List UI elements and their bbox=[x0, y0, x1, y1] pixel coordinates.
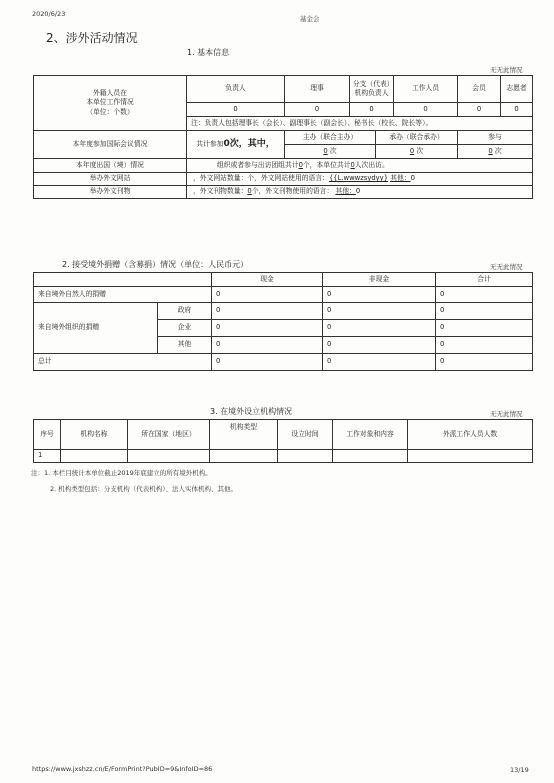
donation-row-total: 总计 bbox=[34, 354, 212, 371]
org-head-country: 所在国家（地区） bbox=[128, 420, 210, 450]
print-date: 2020/6/23 bbox=[32, 10, 66, 18]
website-info: ，外文网站数量：个，外文网站使用的语言：{{L.wwwzsydyy} 其他：0 bbox=[187, 173, 533, 186]
donation-head-empty bbox=[34, 273, 212, 287]
donation-cell: 0 bbox=[212, 337, 323, 354]
org-head-date: 设立时间 bbox=[278, 420, 333, 450]
donation-cell: 0 bbox=[323, 320, 436, 337]
value-staff: 0 bbox=[394, 103, 458, 117]
s3-no-case-label: 无无此情况 bbox=[490, 410, 523, 418]
print-header-title: 基金会 bbox=[300, 15, 320, 23]
s1-no-case-label: 无无此情况 bbox=[490, 66, 523, 74]
org-head-work: 工作对象和内容 bbox=[333, 420, 408, 450]
donation-cell: 0 bbox=[212, 354, 323, 371]
donation-cell: 0 bbox=[212, 320, 323, 337]
conf-head-host: 主办（联合主办） bbox=[285, 131, 376, 145]
journal-info: ，外文刊物数量：0个，外文刊物使用的语言： 其他：0 bbox=[187, 186, 533, 199]
conf-value-participate: 0 次 bbox=[458, 145, 533, 159]
section-title: 2、涉外活动情况 bbox=[46, 31, 138, 45]
conf-head-organizer: 承办（联合承办） bbox=[376, 131, 458, 145]
donation-cell: 0 bbox=[212, 287, 323, 303]
donation-row-organization: 来自境外组织的捐赠 bbox=[34, 303, 158, 354]
s1-title: 1. 基本信息 bbox=[187, 48, 230, 57]
visit-label: 本年度出国（境）情况 bbox=[34, 159, 187, 173]
conf-value-host: 0 次 bbox=[285, 145, 376, 159]
donation-row-individual: 来自境外自然人的捐赠 bbox=[34, 287, 212, 303]
head-leader: 负责人 bbox=[187, 76, 285, 103]
note-1: 注：1. 本栏目统计本单位截止2019年底建立的所有境外机构。 bbox=[31, 469, 212, 477]
donation-cell: 0 bbox=[323, 303, 436, 320]
value-leader: 0 bbox=[187, 103, 285, 117]
footer-page-number: 13/19 bbox=[510, 766, 529, 774]
value-volunteer: 0 bbox=[501, 103, 533, 117]
org-cell bbox=[61, 450, 128, 463]
org-head-index: 序号 bbox=[34, 420, 61, 450]
org-cell bbox=[333, 450, 408, 463]
org-cell bbox=[210, 450, 278, 463]
org-cell bbox=[408, 450, 533, 463]
footer-url: https://www.jxshzz.cn/E/FormPrint?PubID=9&InfoID=86 bbox=[32, 765, 213, 773]
staff-note: 注：负责人包括理事长（会长）、副理事长（副会长）、秘书长（校长、院长等）。 bbox=[187, 117, 533, 131]
donation-cell: 0 bbox=[212, 303, 323, 320]
s3-title: 3. 在境外设立机构情况 bbox=[210, 407, 293, 416]
conference-total: 共计参加0次，其中， bbox=[187, 131, 285, 159]
overseas-org-table bbox=[33, 419, 533, 463]
donation-sub-government: 政府 bbox=[158, 303, 212, 320]
donation-cell: 0 bbox=[436, 320, 533, 337]
org-cell bbox=[278, 450, 333, 463]
s2-no-case-label: 无无此情况 bbox=[490, 263, 523, 271]
org-head-name: 机构名称 bbox=[61, 420, 128, 450]
conference-label: 本年度参加国际会议情况 bbox=[34, 131, 187, 159]
donation-cell: 0 bbox=[436, 337, 533, 354]
org-row-index: 1 bbox=[34, 450, 61, 463]
org-head-type: 机构类型 bbox=[210, 420, 278, 450]
donation-sub-other: 其他 bbox=[158, 337, 212, 354]
donation-cell: 0 bbox=[436, 287, 533, 303]
head-branch-leader: 分支（代表）机构负责人 bbox=[350, 76, 394, 103]
website-label: 举办外文网站 bbox=[34, 173, 187, 186]
donation-head-total: 合计 bbox=[436, 273, 533, 287]
journal-label: 举办外文刊物 bbox=[34, 186, 187, 199]
donation-cell: 0 bbox=[323, 337, 436, 354]
value-member: 0 bbox=[458, 103, 501, 117]
donation-head-cash: 现金 bbox=[212, 273, 323, 287]
donation-cell: 0 bbox=[323, 354, 436, 371]
head-member: 会员 bbox=[458, 76, 501, 103]
conf-head-participate: 参与 bbox=[458, 131, 533, 145]
donation-sub-enterprise: 企业 bbox=[158, 320, 212, 337]
value-director: 0 bbox=[285, 103, 350, 117]
donation-cell: 0 bbox=[436, 303, 533, 320]
value-branch-leader: 0 bbox=[350, 103, 394, 117]
head-volunteer: 志愿者 bbox=[501, 76, 533, 103]
donation-cell: 0 bbox=[323, 287, 436, 303]
head-staff: 工作人员 bbox=[394, 76, 458, 103]
conf-value-organizer: 0 次 bbox=[376, 145, 458, 159]
note-2: 2. 机构类型包括：分支机构（代表机构）、法人实体机构、其他。 bbox=[50, 485, 238, 493]
head-director: 理事 bbox=[285, 76, 350, 103]
org-head-staff: 外派工作人员人数 bbox=[408, 420, 533, 450]
org-cell bbox=[128, 450, 210, 463]
visit-info: 组织或者参与出访团组共计0个，本单位共计0人次出访。 bbox=[187, 159, 533, 173]
donation-head-noncash: 非现金 bbox=[323, 273, 436, 287]
s2-title: 2. 接受境外捐赠（含募捐）情况（单位：人民币元） bbox=[62, 260, 249, 269]
donation-table bbox=[33, 272, 533, 371]
donation-cell: 0 bbox=[436, 354, 533, 371]
basic-info-table bbox=[33, 75, 533, 199]
foreign-staff-label: 外籍人员在 本单位工作情况 （单位：个数） bbox=[34, 76, 187, 131]
